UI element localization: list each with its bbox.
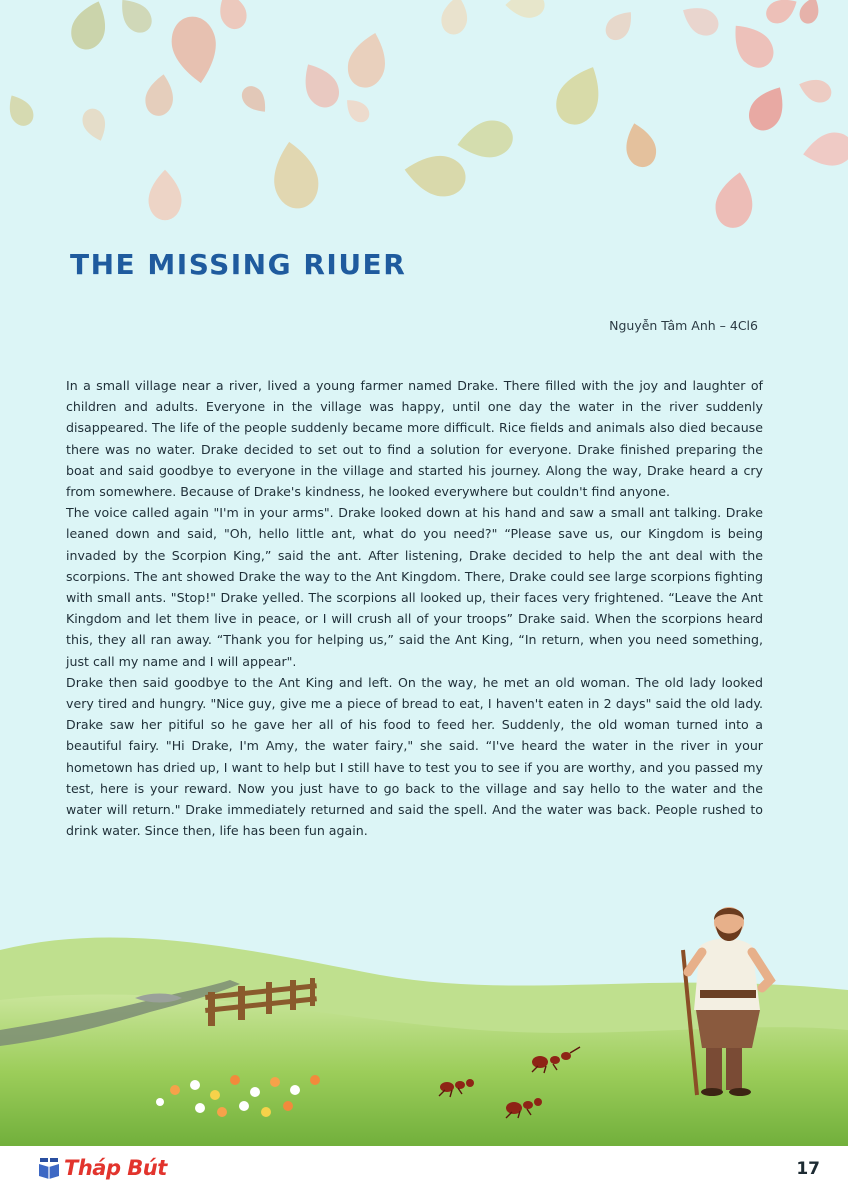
story-paragraph: The voice called again "I'm in your arms". Drake looked down at his hand and saw a small ant talking. Drake leaned down and said, "Oh, hello little ant, what do you need?" “Please save us, our Kingdom is being invaded by the Scorpion King,” said the ant. After listening, Drake decided to help the ant deal with the scorpions. The ant showed Drake the way to the Ant Kingdom. There, Drake could see large scorpions fighting with small ants. "Stop!" Drake yelled. The scorpions all looked up, their faces very frightened. “Leave the Ant Kingdom and let them live in peace, or I will crush all of your troops” Drake said. When the scorpions heard this, they all ran away. “Thank you for helping us,” said the Ant King, “In return, when you need something, just call my name and I will appear". <box>66 505 763 669</box>
page-footer <box>0 1146 848 1200</box>
book-icon <box>38 1156 60 1180</box>
story-body <box>66 375 763 841</box>
story-paragraph: In a small village near a river, lived a young farmer named Drake. There filled with the joy and laughter of children and adults. Everyone in the village was happy, until one day the water in the river suddenly disappeared. The life of the people suddenly became more difficult. Rice fields and animals also died because there was no water. Drake decided to set out to find a solution for everyone. Drake finished preparing the boat and said goodbye to everyone in the village and started his journey. Along the way, Drake heard a cry from somewhere. Because of Drake's kindness, he looked everywhere but couldn't find anyone. <box>66 378 763 500</box>
meadow-illustration <box>0 880 848 1150</box>
article-author: Nguyễn Tâm Anh – 4Cl6 <box>609 318 758 333</box>
brand-name: Tháp Bút <box>64 1156 167 1180</box>
article-title: THE MISSING RIUER <box>70 248 407 281</box>
falling-leaves-illustration <box>0 0 848 240</box>
story-paragraph: Drake then said goodbye to the Ant King and left. On the way, he met an old woman. The old lady looked very tired and hungry. "Nice guy, give me a piece of bread to eat, I haven't eaten in 2 days" said the old lady. Drake saw her pitiful so he gave her all of his food to feed her. Suddenly, the old woman turned into a beautiful fairy. "Hi Drake, I'm Amy, the water fairy," she said. “I've heard the water in the river in your hometown has dried up, I want to help but I still have to test you to see if you are worthy, and you passed my test, here is your reward. Now you just have to go back to the village and say hello to the water and the water will return." Drake immediately returned and said the spell. And the water was back. People rushed to drink water. Since then, life has been fun again. <box>66 674 763 839</box>
page-number: 17 <box>796 1159 820 1179</box>
thap-but-logo <box>38 1156 167 1180</box>
